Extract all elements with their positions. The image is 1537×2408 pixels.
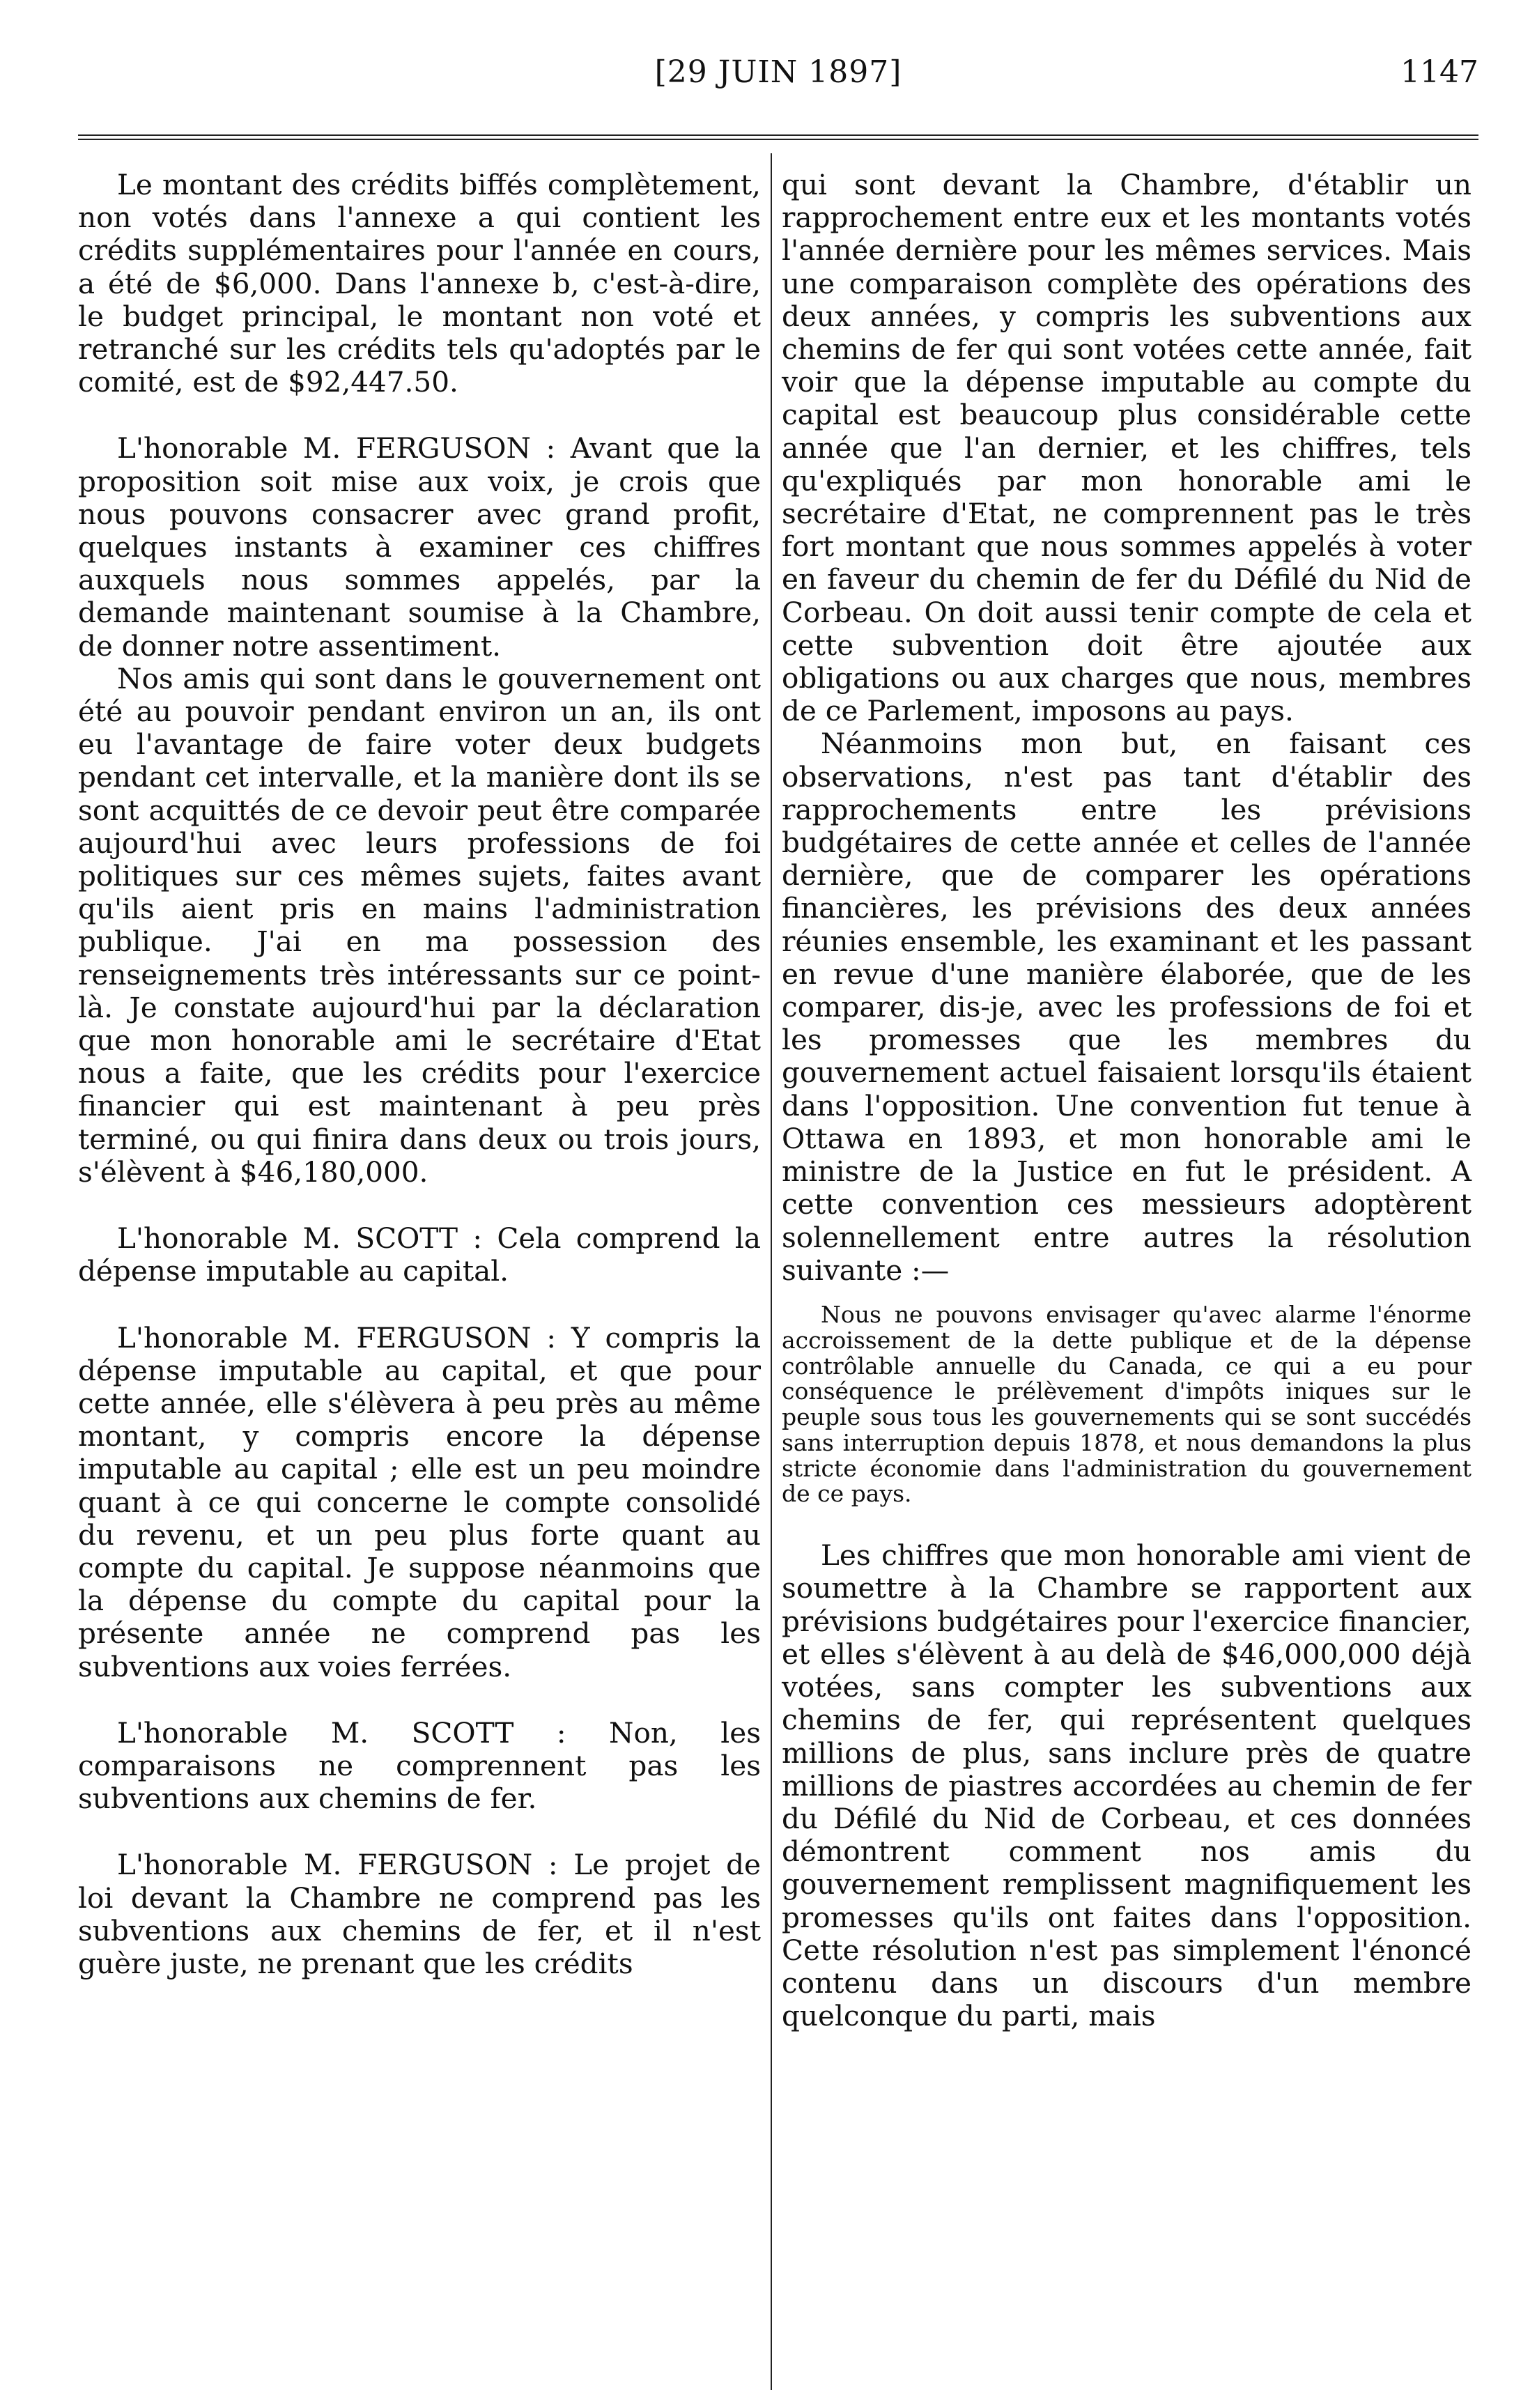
speech-ferguson: L'honorable M. FERGUSON : Le projet de loi devant la Chambre ne comprend pas les subventions aux chemins de fer, et il n'est guère juste, ne prenant que les crédits <box>78 1848 761 1980</box>
speech-scott: L'honorable M. SCOTT : Cela comprend la dépense imputable au capital. <box>78 1221 761 1288</box>
header-rule <box>78 134 1478 140</box>
speech-ferguson: L'honorable M. FERGUSON : Y compris la dépense imputable au capital, et que pour cette année, elle s'élèvera à peu près au même montant, y compris encore la dépense imputable au capital ; elle est un peu moindre quant à ce qui concerne le compte consolidé du revenu, et un peu plus forte quant au compte du capital. Je suppose néanmoins que la dépense du compte du capital pour la présente année ne comprend pas les subventions aux voies ferrées. <box>78 1320 761 1683</box>
header-date: [29 JUIN 1897] <box>654 54 902 90</box>
column-divider <box>771 153 772 2390</box>
paragraph: Néanmoins mon but, en faisant ces observations, n'est pas tant d'établir des rapprochements entre les prévisions budgétaires de cette année et celles de l'année dernière, que de comparer les opérations financières, les prévisions des deux années réunies ensemble, les examinant et les passant en revue d'une manière élaborée, que de les comparer, dis-je, avec les professions de foi et les promesses que les membres du gouvernement actuel faisaient lorsqu'ils étaient dans l'opposition. Une convention fut tenue à Ottawa en 1893, et mon honorable ami le ministre de la Justice en fut le président. A cette convention ces messieurs adoptèrent solennellement entre autres la résolution suivante :— <box>782 727 1472 1287</box>
right-column <box>782 169 1472 2032</box>
paragraph: Le montant des crédits biffés complètement, non votés dans l'annexe a qui contient les crédits supplémentaires pour l'année en cours, a été de $6,000. Dans l'annexe b, c'est-à-dire, le budget principal, le montant non voté et retranché sur les crédits tels qu'adoptés par le comité, est de $92,447.50. <box>78 168 761 399</box>
paragraph-continued: qui sont devant la Chambre, d'établir un rapprochement entre eux et les montants votés l'année dernière pour les mêmes services. Mais une comparaison complète des opérations des deux années, y compris les subventions aux chemins de fer qui sont votées cette année, fait voir que la dépense imputable au compte du capital est beaucoup plus considérable cette année que l'an dernier, et les chiffres, tels qu'expliqués par mon honorable ami le secrétaire d'Etat, ne comprennent pas le très fort montant que nous sommes appelés à voter en faveur du chemin de fer du Défilé du Nid de Corbeau. On doit aussi tenir compte de cela et cette subvention doit être ajoutée aux obligations ou aux charges que nous, membres de ce Parlement, imposons au pays. <box>782 168 1472 728</box>
speech-ferguson: L'honorable M. FERGUSON : Avant que la proposition soit mise aux voix, je crois que nous pouvons consacrer avec grand profit, quelques instants à examiner ces chiffres auxquels nous sommes appelés, par la demande maintenant soumise à la Chambre, de donner notre assentiment. <box>78 431 761 663</box>
paragraph: Les chiffres que mon honorable ami vient de soumettre à la Chambre se rapportent aux prévisions budgétaires pour l'exercice financier, et elles s'élèvent à au delà de $46,000,000 déjà votées, sans compter les subventions aux chemins de fer, qui représentent quelques millions de plus, sans inclure près de quatre millions de piastres accordées au chemin de fer du Défilé du Nid de Corbeau, et ces données démontrent comment nos amis du gouvernement remplissent magnifiquement les promesses qu'ils ont faites dans l'opposition. Cette résolution n'est pas simplement l'énoncé contenu dans un discours d'un membre quelconque du parti, mais <box>782 1538 1472 2033</box>
page-header <box>78 54 1478 103</box>
page-number: 1147 <box>1400 54 1478 90</box>
left-column <box>78 169 761 1980</box>
speech-scott: L'honorable M. SCOTT : Non, les comparaisons ne comprennent pas les subventions aux chemins de fer. <box>78 1715 761 1816</box>
quoted-resolution: Nous ne pouvons envisager qu'avec alarme l'énorme accroissement de la dette publique et de la dépense contrôlable annuelle du Canada, ce qui a eu pour conséquence le prélèvement d'impôts iniques sur le peuple sous tous les gouvernements qui se sont succédés sans interruption depuis 1878, et nous demandons la plus stricte économie dans l'administration du gouvernement de ce pays. <box>782 1300 1472 1508</box>
paragraph: Nos amis qui sont dans le gouvernement ont été au pouvoir pendant environ un an, ils ont eu l'avantage de faire voter deux budgets pendant cet intervalle, et la manière dont ils se sont acquittés de ce devoir peut être comparée aujourd'hui avec leurs professions de foi politiques sur ces mêmes sujets, faites avant qu'ils aient pris en mains l'administration publique. J'ai en ma possession des renseignements très intéressants sur ce point-là. Je constate aujourd'hui par la déclaration que mon honorable ami le secrétaire d'Etat nous a faite, que les crédits pour l'exercice financier qui est maintenant à peu près terminé, ou qui finira dans deux ou trois jours, s'élèvent à $46,180,000. <box>78 661 761 1189</box>
